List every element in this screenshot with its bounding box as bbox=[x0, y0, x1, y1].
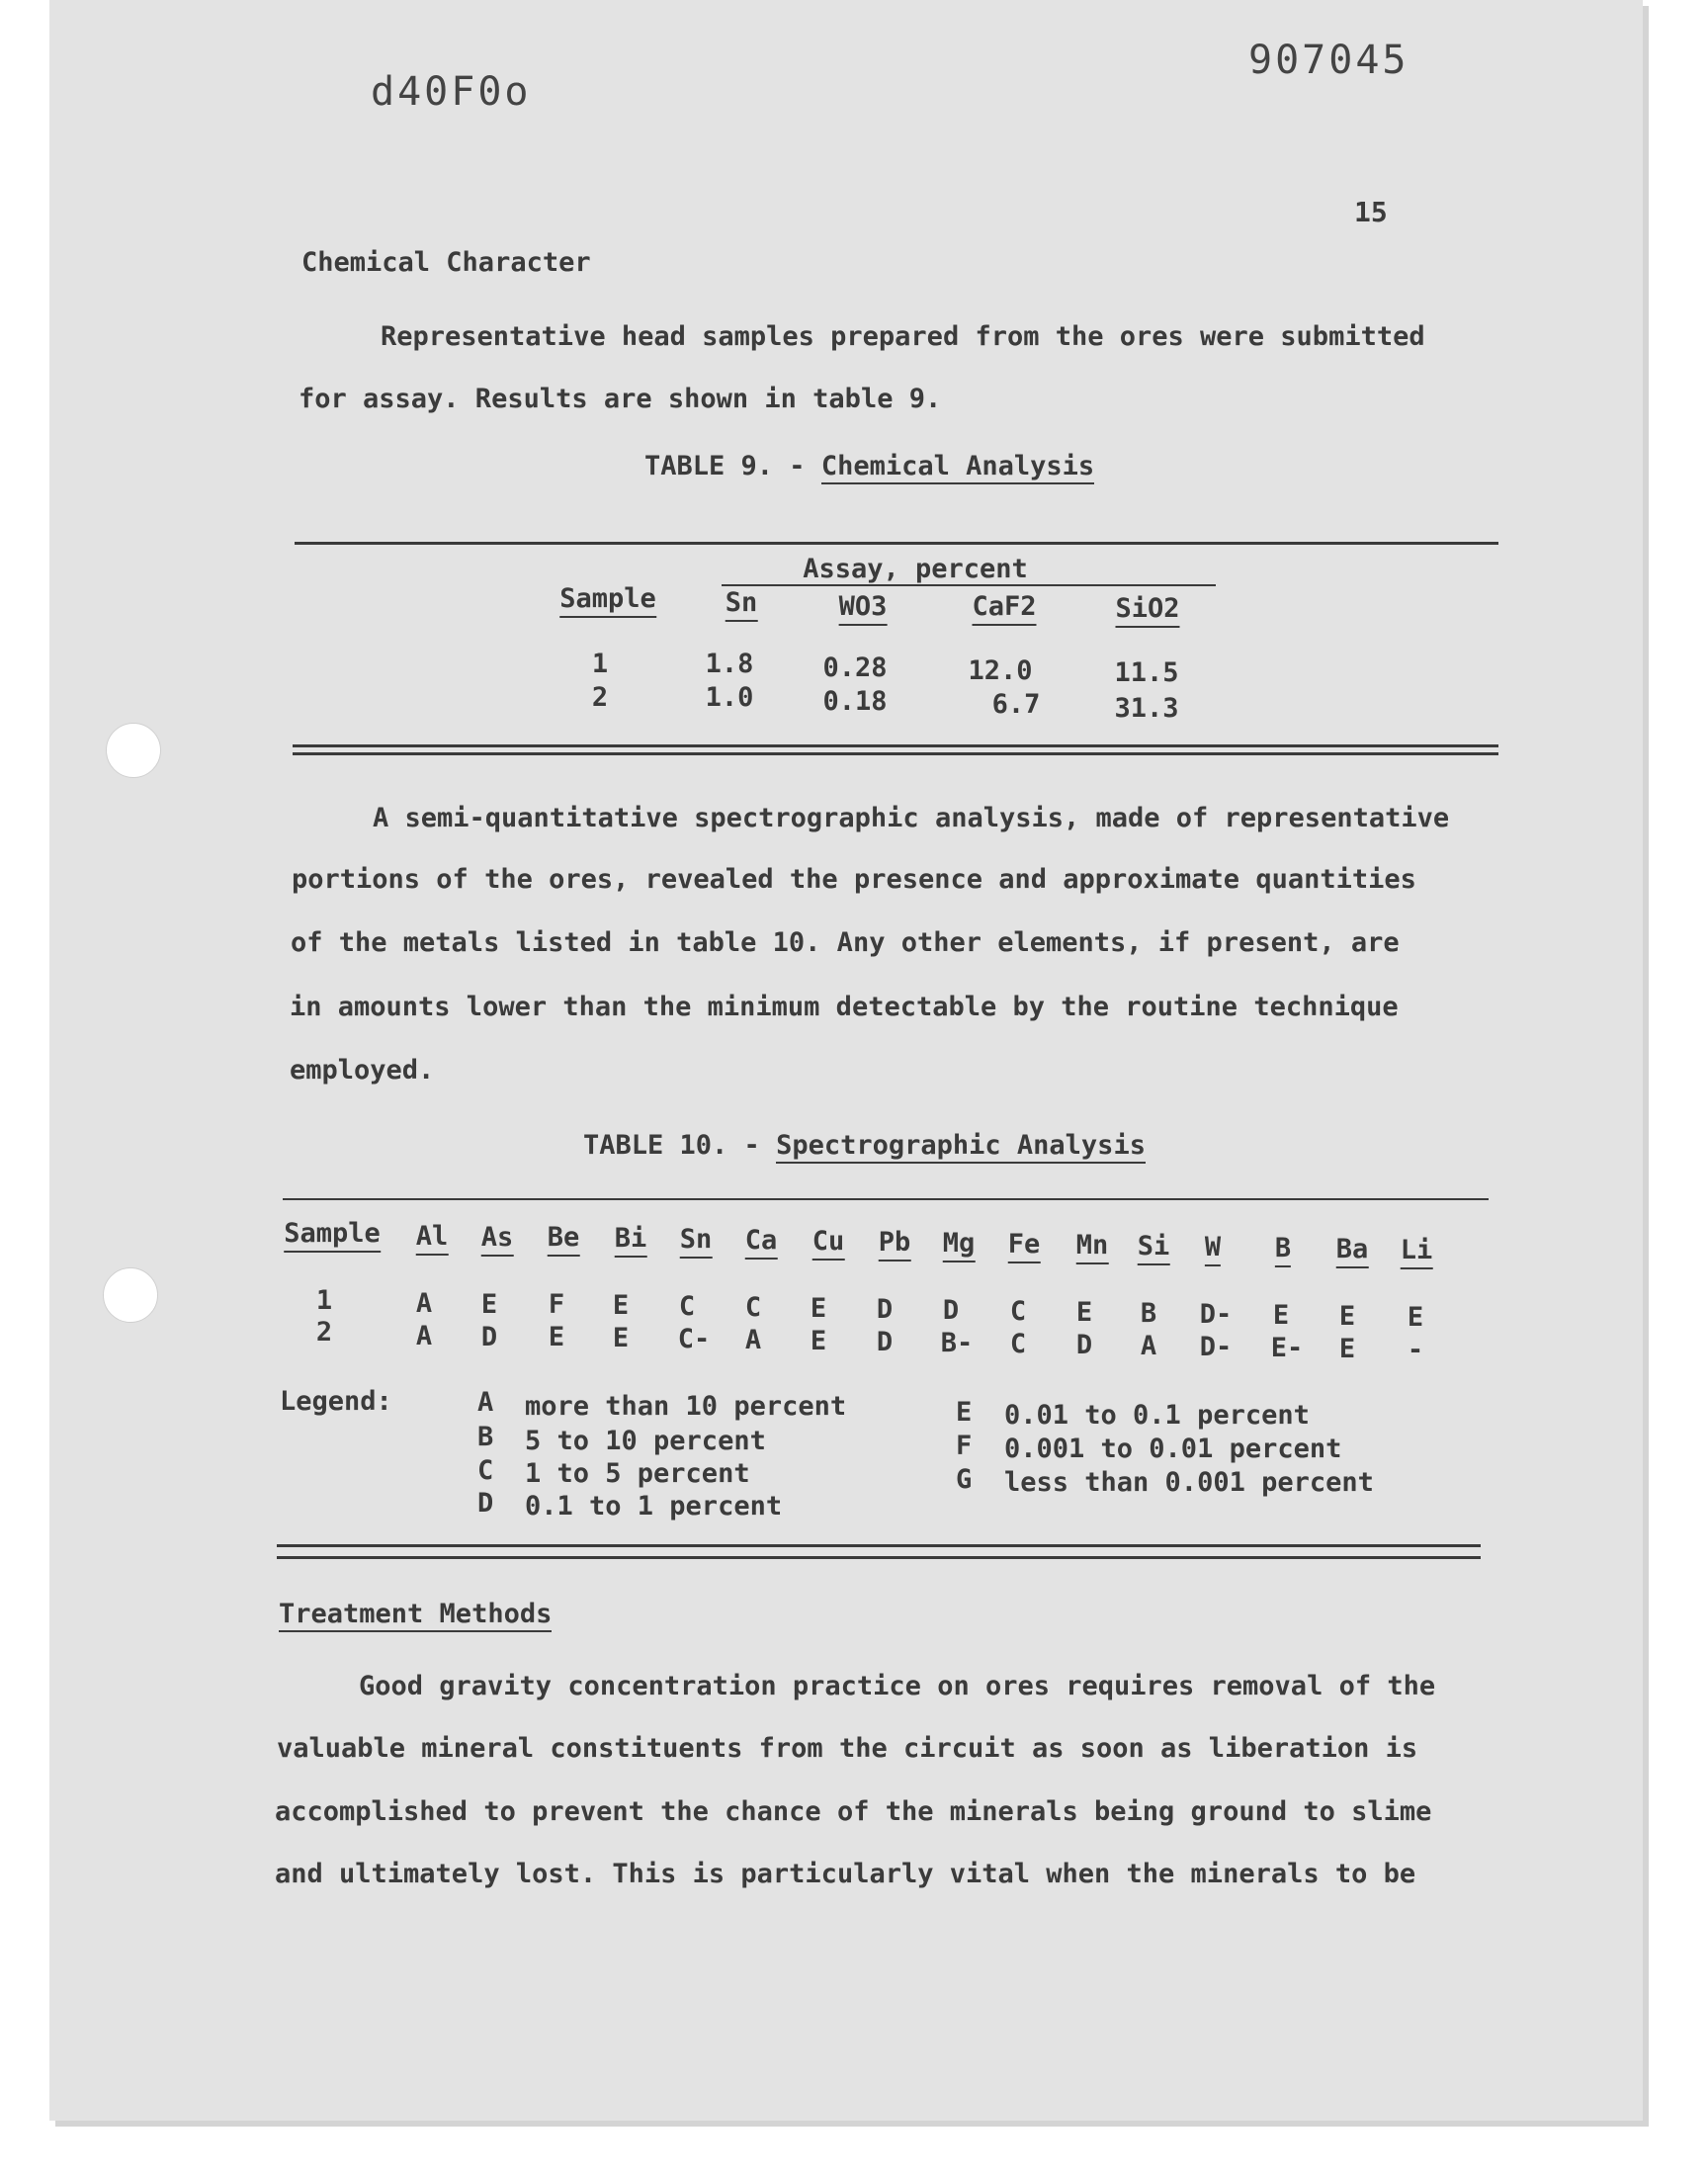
table10-row2-ba: E bbox=[1338, 1334, 1356, 1364]
table10-header-b: B bbox=[1275, 1233, 1291, 1267]
table10-header-mg: Mg bbox=[943, 1228, 976, 1262]
table10-row2-pb: D bbox=[876, 1327, 894, 1357]
table9-row1-caf2: 12.0 bbox=[968, 655, 1033, 686]
stamp-right: 907045 bbox=[1248, 38, 1409, 83]
table10-row2-b: E- bbox=[1270, 1333, 1304, 1363]
spectro-para-line-3: of the metals listed in table 10. Any other elements, if present, are bbox=[291, 927, 1400, 958]
table9-header-sample: Sample bbox=[559, 583, 656, 618]
table10-row1-be: F bbox=[548, 1289, 565, 1320]
legend-text-e: 0.01 to 0.1 percent bbox=[1004, 1400, 1310, 1431]
legend-text-d: 0.1 to 1 percent bbox=[525, 1491, 783, 1522]
table9-row2-sio2: 31.3 bbox=[1114, 693, 1179, 724]
table10-row2-ca: A bbox=[744, 1325, 762, 1355]
table10-header-li: Li bbox=[1401, 1235, 1433, 1269]
section-heading-treatment: Treatment Methods bbox=[279, 1599, 552, 1632]
table10-header-ca: Ca bbox=[745, 1225, 778, 1260]
table10-row2-al: A bbox=[415, 1321, 433, 1351]
document-page bbox=[49, 0, 1643, 2121]
treatment-para-line-1: Good gravity concentration practice on ores requires removal of the bbox=[359, 1671, 1436, 1701]
treatment-para-line-2: valuable mineral constituents from the circuit as soon as liberation is bbox=[277, 1733, 1418, 1764]
table10-header-si: Si bbox=[1138, 1231, 1170, 1265]
spectro-para-line-1: A semi-quantitative spectrographic analysis, made of representative bbox=[373, 803, 1450, 833]
table10-row2-be: E bbox=[548, 1322, 565, 1352]
table10-row1-fe: C bbox=[1009, 1296, 1027, 1327]
table10-row1-w: D- bbox=[1199, 1299, 1233, 1330]
table10-row2-bi: E bbox=[612, 1323, 630, 1353]
legend-code-d: D bbox=[477, 1488, 494, 1519]
punch-hole-lower bbox=[103, 1267, 158, 1323]
table10-row2-as: D bbox=[480, 1322, 498, 1352]
spectro-para-line-2: portions of the ores, revealed the presence and approximate quantities bbox=[292, 864, 1416, 895]
table10-caption-prefix: TABLE 10. - bbox=[583, 1130, 777, 1161]
punch-hole-upper bbox=[106, 723, 161, 778]
table10-row1-al: A bbox=[415, 1288, 433, 1319]
table10-row1-mn: E bbox=[1075, 1297, 1093, 1328]
table9-row1-sn: 1.8 bbox=[705, 649, 754, 679]
table9-row2-sn: 1.0 bbox=[705, 682, 754, 713]
table10-row1-mg: D bbox=[942, 1295, 960, 1326]
table10-bottom-rule-1 bbox=[277, 1544, 1481, 1547]
table10-row1-pb: D bbox=[876, 1294, 894, 1325]
table10-row1-sn: C bbox=[678, 1291, 696, 1322]
table10-row1-ba: E bbox=[1338, 1301, 1356, 1332]
table10-header-sn: Sn bbox=[680, 1224, 713, 1259]
table10-header-w: W bbox=[1205, 1232, 1221, 1266]
table10-bottom-rule-2 bbox=[277, 1556, 1481, 1559]
table9-row2-caf2: 6.7 bbox=[991, 689, 1041, 720]
spectro-para-line-4: in amounts lower than the minimum detectable by the routine technique bbox=[290, 992, 1399, 1022]
table10-row1-bi: E bbox=[612, 1290, 630, 1321]
legend-code-f: F bbox=[956, 1431, 973, 1461]
table10-row2-mn: D bbox=[1075, 1330, 1093, 1360]
chemical-para-line-2: for assay. Results are shown in table 9. bbox=[299, 384, 942, 414]
table9-top-rule bbox=[295, 542, 1498, 545]
treatment-para-line-3: accomplished to prevent the chance of the minerals being ground to slime bbox=[275, 1796, 1432, 1827]
table10-row1-cu: E bbox=[810, 1293, 827, 1324]
legend-code-e: E bbox=[956, 1397, 973, 1428]
page-number: 15 bbox=[1354, 196, 1388, 228]
table9-bottom-rule-1 bbox=[293, 744, 1498, 747]
table9-header-caf2: CaF2 bbox=[972, 591, 1036, 626]
table10-row2-li: - bbox=[1407, 1335, 1424, 1365]
chemical-para-line-1: Representative head samples prepared from the ores were submitted bbox=[381, 321, 1425, 352]
table10-header-be: Be bbox=[548, 1222, 580, 1257]
legend-text-a: more than 10 percent bbox=[525, 1391, 847, 1422]
table10-caption-title: Spectrographic Analysis bbox=[776, 1130, 1146, 1164]
table9-header-sn: Sn bbox=[726, 587, 758, 622]
table10-row1-si: B bbox=[1140, 1298, 1157, 1329]
table10-header-as: As bbox=[481, 1222, 514, 1257]
table10-header-cu: Cu bbox=[812, 1226, 845, 1261]
table10-row2-w: D- bbox=[1199, 1332, 1233, 1362]
table10-row1-ca: C bbox=[744, 1292, 762, 1323]
legend-label: Legend: bbox=[280, 1386, 392, 1417]
table10-header-bi: Bi bbox=[615, 1223, 647, 1258]
legend-code-c: C bbox=[477, 1455, 494, 1486]
table9-group-header: Assay, percent bbox=[803, 554, 1028, 584]
table10-row2-sample: 2 bbox=[315, 1317, 333, 1348]
table9-caption-title: Chemical Analysis bbox=[821, 451, 1094, 484]
stamp-left: d40F0o bbox=[371, 69, 532, 115]
table9-bottom-rule-2 bbox=[293, 752, 1498, 755]
legend-text-c: 1 to 5 percent bbox=[525, 1458, 750, 1489]
table10-top-rule bbox=[283, 1198, 1489, 1200]
table9-group-rule bbox=[722, 584, 1216, 586]
table9-caption bbox=[644, 451, 1094, 481]
table10-row1-sample: 1 bbox=[315, 1285, 333, 1316]
table10-header-mn: Mn bbox=[1076, 1230, 1109, 1264]
table9-row2-sample: 2 bbox=[591, 682, 609, 713]
table10-header-ba: Ba bbox=[1336, 1234, 1369, 1268]
legend-text-f: 0.001 to 0.01 percent bbox=[1004, 1434, 1342, 1464]
table10-row1-li: E bbox=[1407, 1302, 1424, 1333]
table9-caption-prefix: TABLE 9. - bbox=[644, 451, 821, 481]
table9-row1-wo3: 0.28 bbox=[822, 652, 888, 683]
table10-header-fe: Fe bbox=[1008, 1229, 1041, 1263]
legend-code-b: B bbox=[477, 1422, 494, 1452]
table10-row1-b: E bbox=[1272, 1300, 1290, 1331]
legend-text-g: less than 0.001 percent bbox=[1004, 1467, 1374, 1498]
table10-header-pb: Pb bbox=[879, 1227, 911, 1262]
table10-header-sample: Sample bbox=[284, 1218, 381, 1253]
table10-row1-as: E bbox=[480, 1289, 498, 1320]
table10-row2-sn: C- bbox=[677, 1324, 711, 1354]
legend-text-b: 5 to 10 percent bbox=[525, 1426, 766, 1456]
table10-row2-cu: E bbox=[810, 1326, 827, 1356]
table10-header-al: Al bbox=[416, 1221, 449, 1256]
treatment-para-line-4: and ultimately lost. This is particularly vital when the minerals to be bbox=[275, 1859, 1416, 1889]
table9-header-wo3: WO3 bbox=[839, 591, 888, 626]
table10-row2-si: A bbox=[1140, 1331, 1157, 1361]
table9-row2-wo3: 0.18 bbox=[822, 686, 888, 717]
legend-code-a: A bbox=[477, 1387, 494, 1418]
table10-caption bbox=[583, 1130, 1146, 1161]
table9-row1-sample: 1 bbox=[591, 649, 609, 679]
table10-row2-mg: B- bbox=[940, 1328, 974, 1358]
spectro-para-line-5: employed. bbox=[290, 1055, 435, 1086]
table10-row2-fe: C bbox=[1009, 1329, 1027, 1359]
table9-row1-sio2: 11.5 bbox=[1114, 657, 1179, 688]
legend-code-g: G bbox=[956, 1464, 973, 1495]
table9-header-sio2: SiO2 bbox=[1115, 593, 1179, 628]
section-heading-chemical: Chemical Character bbox=[301, 247, 591, 278]
